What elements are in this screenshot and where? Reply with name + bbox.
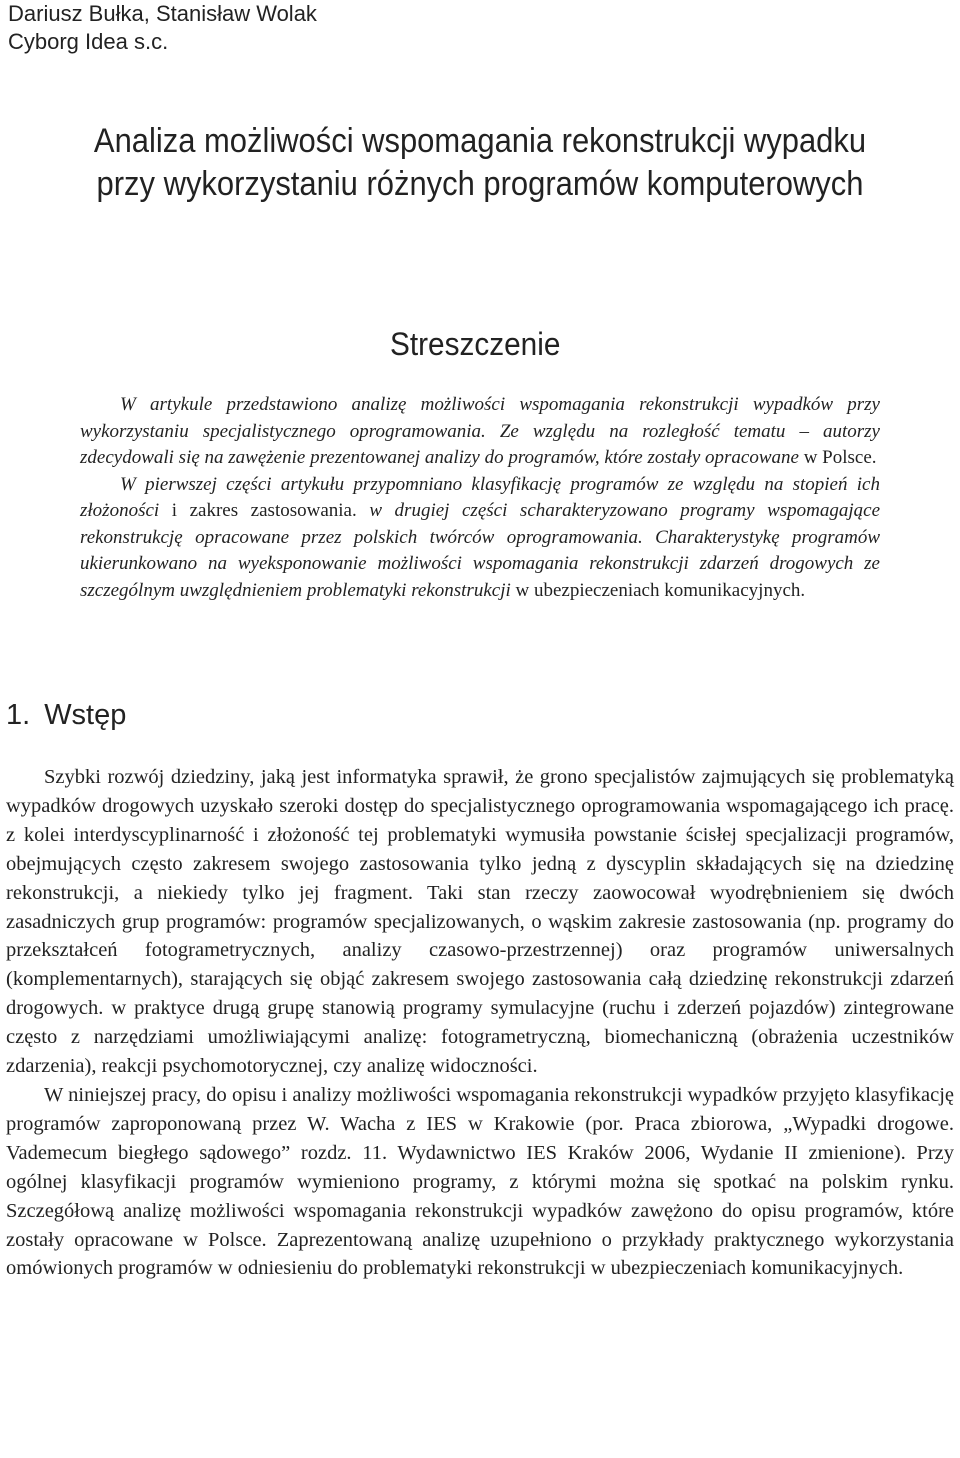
abstract-p2-normal-b: w ubezpieczeniach komunikacyjnych. bbox=[510, 579, 806, 601]
section-title: Wstęp bbox=[44, 699, 127, 731]
abstract-p2-italic-b: w drugiej części scharakteryzowano programy wspomagające rekonstrukcję opracowane przez polskich twórców oprogramowania. Charakterystykę programów ukierunkowano na wyeksponowanie możliwości wspomagania rekonstrukcji zdarzeń drogowych ze szczególnym uwzględnieniem problematyki rekonstrukcji bbox=[80, 500, 880, 601]
section-number: 1. bbox=[6, 699, 31, 731]
abstract-paragraph-2 bbox=[80, 472, 880, 605]
paper-title bbox=[43, 120, 917, 206]
body-paragraph-1: Szybki rozwój dziedziny, jaką jest informatyka sprawił, że grono specjalistów zajmujących się problematyką wypadków drogowych uzyskało szeroki dostęp do specjalistycznego oprogramowania wspomagającego ich pracę. z kolei interdyscyplinarność i złożoność tej problematyki wymusiła powstanie ścisłej specjalizacji programów, obejmujących często zakresem swojego zastosowania tylko jedną z dyscyplin składających się na dziedzinę rekonstrukcji, a niekiedy tylko jej fragment. Taki stan rzeczy zaowocował wyodrębnieniem się dwóch zasadniczych grup programów: programów specjalizowanych, o wąskim zakresie zastosowania (np. programy do przekształceń fotogrametrycznych, analizy czasowo-przestrzennej) oraz programów uniwersalnych (komplementarnych), starających się objąć zakresem swojego zastosowania całą dziedzinę rekonstrukcji zdarzeń drogowych. w praktyce drugą grupę stanowią programy symulacyjne (ruchu i zderzeń pojazdów) zintegrowane często z narzędziami umożliwiającymi analizę: fotogrametryczną, biomechaniczną (obrażenia uczestników zdarzenia), reakcji psychomotorycznej, czy analizę widoczności. bbox=[6, 766, 954, 1078]
authors-block bbox=[8, 0, 317, 56]
abstract-paragraph-1 bbox=[80, 392, 880, 472]
paper-title-line-2: przy wykorzystaniu różnych programów komputerowych bbox=[96, 165, 864, 203]
abstract-p1-italic: W artykule przedstawiono analizę możliwości wspomagania rekonstrukcji wypadków przy wykorzystaniu specjalistycznego oprogramowania. Ze względu na rozległość tematu – autorzy zdecydowali się na zawężenie prezentowanej analizy do programów, które zostały opracowane bbox=[80, 394, 880, 468]
abstract-heading: Streszczenie bbox=[390, 326, 561, 362]
paper-title-line-1: Analiza możliwości wspomagania rekonstrukcji wypadku bbox=[93, 122, 867, 160]
body-text bbox=[6, 763, 954, 1283]
authors-names: Dariusz Bułka, Stanisław Wolak bbox=[8, 1, 317, 26]
authors-affiliation: Cyborg Idea s.c. bbox=[8, 29, 169, 54]
abstract-p2-italic-a: W pierwszej części artykułu przypomniano klasyfikację programów ze względu na stopień ich złożoności bbox=[80, 473, 880, 521]
abstract-p2-normal-a: i zakres zastosowania. bbox=[159, 500, 370, 521]
section-heading bbox=[6, 693, 126, 737]
abstract-p1-normal: w Polsce. bbox=[798, 447, 877, 468]
body-paragraph-2: W niniejszej pracy, do opisu i analizy możliwości wspomagania rekonstrukcji wypadków przyjęto klasyfikację programów zaproponowaną przez W. Wacha z IES w Krakowie (por. Praca zbiorowa, „Wypadki drogowe. Vademecum biegłego sądowego” rozdz. 11. Wydawnictwo IES Kraków 2006, Wydanie II zmienione). Przy ogólnej klasyfikacji programów wymieniono programy, z którymi można się spotkać na polskim rynku. Szczegółową analizę możliwości wspomagania rekonstrukcji wypadków zawężono do opisu programów, które zostały opracowane w Polsce. Zaprezentowaną analizę uzupełniono o przykłady praktycznego wykorzystania omówionych programów w odniesieniu do problematyki rekonstrukcji w ubezpieczeniach komunikacyjnych. bbox=[6, 1083, 954, 1280]
abstract-body bbox=[80, 392, 880, 604]
